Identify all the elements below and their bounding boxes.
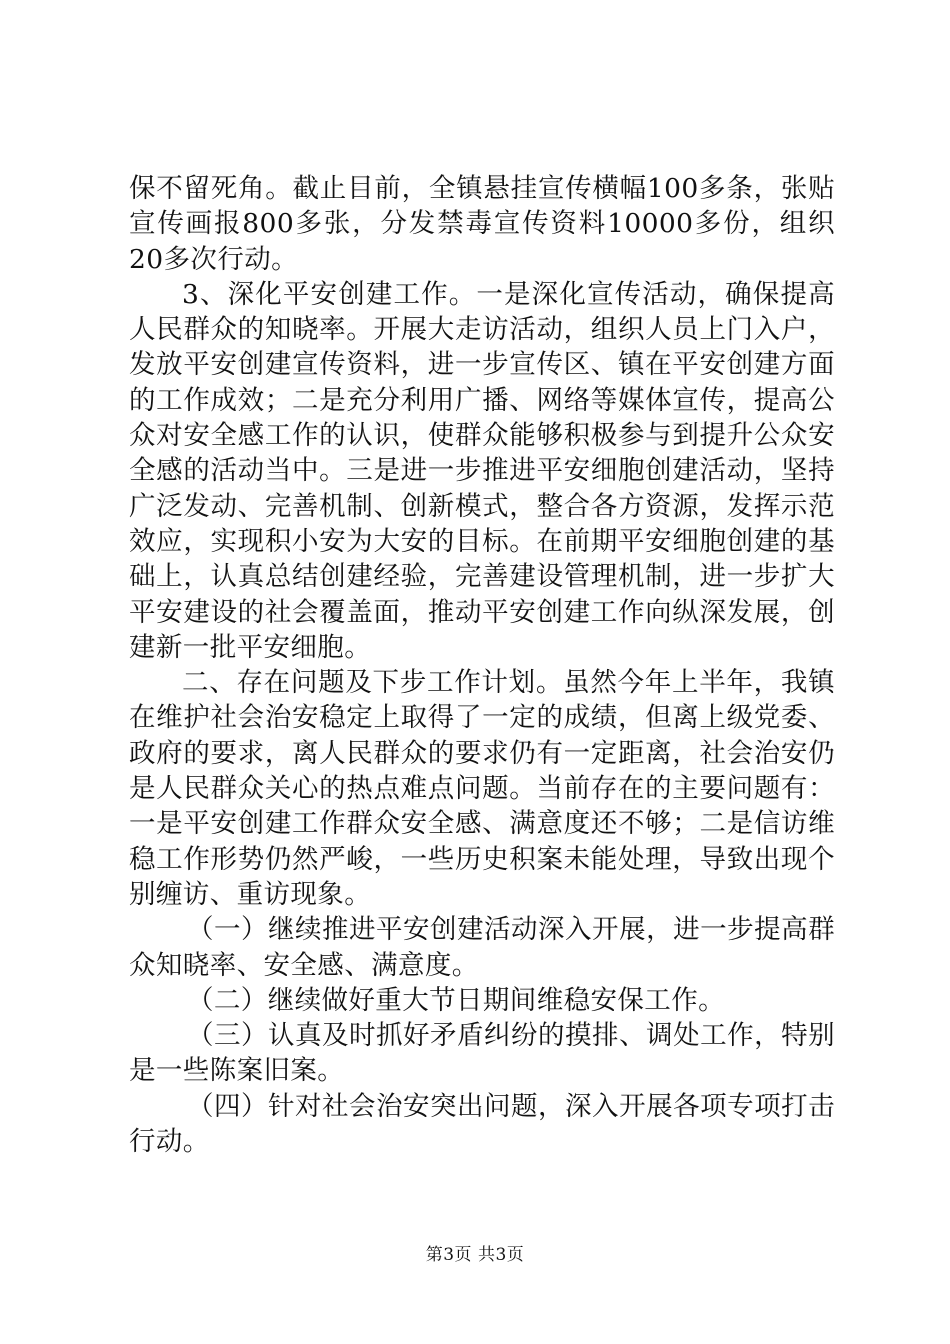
- document-body: [129, 171, 835, 1159]
- paragraph-section-2: 二、存在问题及下步工作计划。虽然今年上半年，我镇在维护社会治安稳定上取得了一定的成绩，但离上级党委、政府的要求，离人民群众的要求仍有一定距离，社会治安仍是人民群众关心的热点难点问题。当前存在的主要问题有：一是平安创建工作群众安全感、满意度还不够；二是信访维稳工作形势仍然严峻，一些历史积案未能处理，导致出现个别缠访、重访现象。: [129, 667, 835, 910]
- paragraph-plan-2: （二）继续做好重大节日期间维稳安保工作。: [187, 984, 725, 1016]
- paragraph-plan-1: （一）继续推进平安创建活动深入开展，进一步提高群众知晓率、安全感、满意度。: [129, 914, 835, 981]
- paragraph-continuation: 保不留死角。截止目前，全镇悬挂宣传横幅100多条，张贴宣传画报800多张，分发禁毒宣传资料10000多份，组织20多次行动。: [129, 173, 835, 275]
- paragraph-plan-3: （三）认真及时抓好矛盾纠纷的摸排、调处工作，特别是一些陈案旧案。: [129, 1020, 835, 1087]
- paragraph-item-3: 3、深化平安创建工作。一是深化宣传活动，确保提高人民群众的知晓率。开展大走访活动，组织人员上门入户，发放平安创建宣传资料，进一步宣传区、镇在平安创建方面的工作成效；二是充分利用广播、网络等媒体宣传，提高公众对安全感工作的认识，使群众能够积极参与到提升公众安全感的活动当中。三是进一步推进平安细胞创建活动，坚持广泛发动、完善机制、创新模式，整合各方资源，发挥示范效应，实现积小安为大安的目标。在前期平安细胞创建的基础上，认真总结创建经验，完善建设管理机制，进一步扩大平安建设的社会覆盖面，推动平安创建工作向纵深发展，创建新一批平安细胞。: [129, 278, 835, 663]
- page-number-footer: 第3页 共3页: [425, 1245, 525, 1265]
- paragraph-plan-4: （四）针对社会治安突出问题，深入开展各项专项打击行动。: [129, 1090, 835, 1158]
